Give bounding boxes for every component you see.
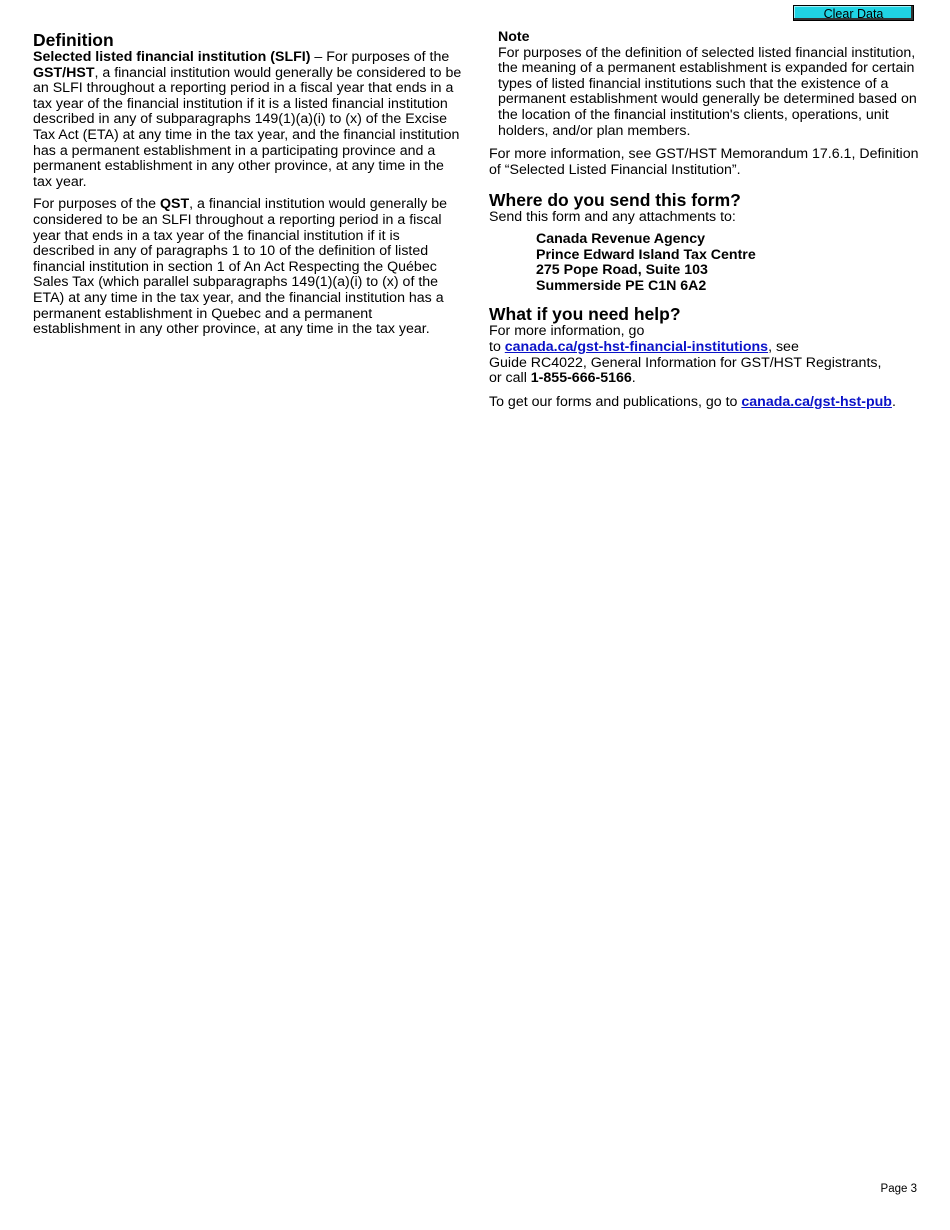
slfi-gst-text: , a financial institution would generally be considered to be an SLFI throughout a reporting period in a fiscal year that ends in a tax year of the financial institution if it is a listed financial institution described in any of subparagraphs 149(1)(a)(i) to (x) of the Excise Tax Act (ETA) at any time in the tax year, and the financial institution has a permanent establishment in a participating province and a permanent establishment in any other province, at any time in the tax year. [33, 64, 462, 190]
address-line: Prince Edward Island Tax Centre [536, 246, 756, 263]
info-section [489, 30, 924, 410]
gst-hst-term: GST/HST [33, 64, 95, 81]
address-line: 275 Pope Road, Suite 103 [536, 262, 708, 279]
address-line: Canada Revenue Agency [536, 230, 705, 247]
slfi-gst-paragraph [33, 50, 463, 190]
slfi-qst-paragraph [33, 197, 463, 337]
slfi-dash-text: – For purposes of the [310, 49, 450, 65]
help-line-2 [489, 340, 924, 356]
qst-text: , a financial institution would generally be considered to be an SLFI throughout a reporting period in a fiscal year that ends in a tax year of the financial institution if it is described in any of paragraphs 1 to 10 of the definition of listed financial institution in section 1 of An Act Respecting the Québec Sales Tax (which parallel subparagraphs 149(1)(a)(i) to (x) of the ETA) at any time in the tax year, and the financial institution has a permanent establishment in Quebec and a permanent establishment in any other province, at any time in the tax year. [33, 196, 448, 338]
forms-text: To get our forms and publications, go to [489, 393, 742, 410]
qst-term: QST [159, 196, 190, 213]
mailing-address [489, 232, 924, 294]
forms-publications-link[interactable]: canada.ca/gst-hst-pub [741, 393, 892, 410]
note-block [489, 30, 924, 139]
memorandum-reference: For more information, see GST/HST Memorandum 17.6.1, Definition of “Selected Listed Financial Institution”. [489, 146, 919, 178]
send-form-text: Send this form and any attachments to: [489, 209, 736, 226]
forms-period: . [891, 393, 896, 410]
qst-intro-text: For purposes of the [33, 196, 160, 213]
help-heading: What if you need help? [489, 304, 681, 325]
forms-line [489, 395, 924, 411]
address-line: Summerside PE C1N 6A2 [536, 277, 707, 294]
note-title: Note [498, 29, 530, 45]
help-guide-text: Guide RC4022, General Information for GST/HST Registrants, [489, 354, 882, 371]
phone-number: 1-855-666-5166 [530, 370, 632, 387]
help-call-text: or call [489, 370, 531, 387]
help-line-1: For more information, go [489, 323, 645, 340]
help-call-line [489, 371, 924, 387]
page-number: Page 3 [880, 1183, 917, 1195]
definition-section [33, 30, 463, 345]
clear-data-button[interactable]: Clear Data [793, 5, 914, 21]
financial-institutions-link[interactable]: canada.ca/gst-hst-financial-institutions [504, 338, 769, 355]
send-form-heading: Where do you send this form? [489, 190, 741, 211]
help-call-period: . [631, 370, 636, 387]
definition-heading: Definition [33, 30, 114, 50]
help-see-text: , see [768, 338, 799, 355]
help-to-text: to [489, 338, 505, 355]
note-text: For purposes of the definition of selected listed financial institution, the meaning of a permanent establishment is expanded for certain types of listed financial institutions such that the existence of a permanent establishment would generally be determined based on the location of the financial institution's clients, operations, unit holders, and/or plan members. [498, 44, 917, 139]
slfi-term: Selected listed financial institution (SLFI) [33, 49, 311, 65]
